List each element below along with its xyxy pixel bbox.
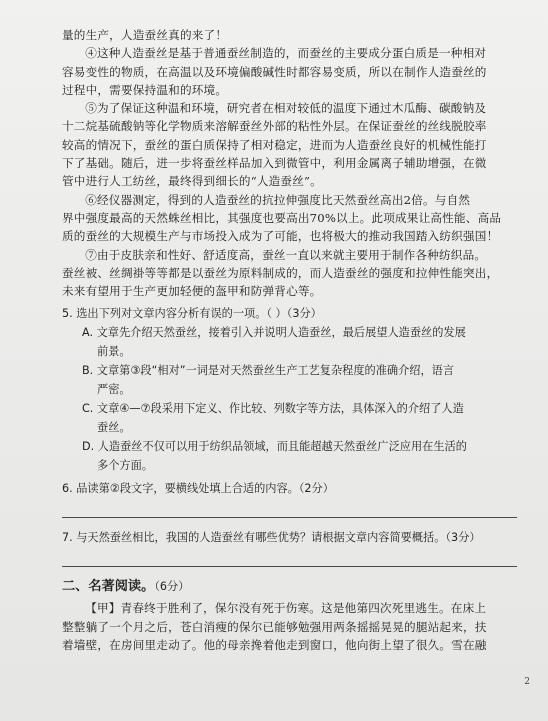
option-c-line-1: C. 文章④—⑦段采用下定义、作比较、列数字等方法，具体深入的介绍了人造 [82, 402, 464, 416]
question-6 [62, 479, 510, 518]
paragraph-5-line-4: 下了基础。随后，进一步将蚕丝样品加入到微管中，利用金属离子辅助增强，在微 [62, 156, 487, 171]
question-5-option-a[interactable] [62, 323, 510, 361]
paragraph-6-line-3: 质的蚕丝的大规模生产与市场投入成为了可能，也将极大的推动我国踏入纺织强国！ [62, 229, 499, 244]
paragraph-4 [62, 44, 510, 99]
paragraph-6 [62, 191, 510, 246]
option-b-line-1: B. 文章第③段“相对”一词是对天然蚕丝生产工艺复杂程度的准确介绍，语言 [82, 364, 455, 378]
paragraph-4-line-2: 容易变性的物质，在高温以及环境偏酸碱性时都容易变质，所以在制作人造蚕丝的 [62, 64, 487, 79]
section-2-passage-line-2: 整整躺了一个月之后，苍白消瘦的保尔已能够勉强用两条摇摇晃晃的腿站起来，扶 [62, 619, 487, 634]
option-d-line-1: D. 人造蚕丝不仅可以用于纺织品领域，而且能超越天然蚕丝广泛应用在生活的 [82, 440, 467, 454]
question-5 [62, 304, 510, 475]
paragraph-4-line-1: ④这种人造蚕丝是基于普通蚕丝制造的，而蚕丝的主要成分蛋白质是一种相对 [85, 46, 487, 61]
paragraph-4-line-3: 过程中，需要保持温和的环境。 [62, 82, 228, 97]
paragraph-7-line-3: 未来有望用于生产更加轻便的盔甲和防弹背心等。 [62, 284, 322, 299]
question-5-option-d[interactable] [62, 437, 510, 475]
paragraph-6-line-1: ⑥经仪器测定，得到的人造蚕丝的抗拉伸强度比天然蚕丝高出2倍。与自然 [85, 192, 471, 207]
question-5-option-c[interactable] [62, 399, 510, 437]
paragraph-5-line-2: 十二烷基硫酸钠等化学物质来溶解蚕丝外部的粘性外层。在保证蚕丝的丝线脱胶率 [62, 119, 487, 134]
paragraph-5-line-5: 管中进行人工纺丝，最终得到细长的“人造蚕丝”。 [62, 174, 322, 189]
paragraph-5 [62, 99, 510, 190]
question-6-stem: 6. 品读第②段文字，要横线处填上合适的内容。（2分） [62, 482, 334, 496]
section-2-passage-line-3: 着墙壁，在房间里走动了。他的母亲搀着他走到窗口，他向街上望了很久。雪在融 [62, 638, 487, 653]
page-number: 2 [524, 677, 530, 687]
question-5-option-b[interactable] [62, 361, 510, 399]
section-2 [62, 577, 510, 654]
section-2-points: （6分） [154, 580, 190, 594]
question-5-stem: 5. 选出下列对文章内容分析有误的一项。（ ）（3分） [62, 307, 322, 321]
paragraph-5-line-3: 较高的情况下，蚕丝的蛋白质保持了相对稳定，进而为人造蚕丝良好的机械性能打 [62, 137, 487, 152]
page-content [62, 26, 510, 654]
paragraph-7-line-2: 蚕丝被、丝绸褂等等都是以蚕丝为原料制成的，而人造蚕丝的强度和拉伸性能突出， [62, 265, 499, 280]
question-7-answer-line[interactable] [62, 565, 517, 567]
option-a-line-2: 前景。 [97, 345, 131, 359]
option-c-line-2: 蚕丝。 [97, 421, 131, 435]
section-2-heading: 二、名著阅读。 [62, 579, 155, 595]
question-7 [62, 528, 510, 567]
paragraph-7 [62, 246, 510, 301]
question-7-stem: 7. 与天然蚕丝相比，我国的人造蚕丝有哪些优势？请根据文章内容简要概括。（3分） [62, 531, 481, 545]
section-2-passage-line-1: 【甲】青春终于胜利了，保尔没有死于伤寒。这是他第四次死里逃生。在床上 [85, 601, 487, 616]
option-a-line-1: A. 文章先介绍天然蚕丝，接着引入并说明人造蚕丝，最后展望人造蚕丝的发展 [82, 326, 466, 340]
paragraph-6-line-2: 界中强度最高的天然蛛丝相比，其强度也要高出70%以上。此项成果让高性能、高品 [62, 210, 502, 225]
question-6-answer-line[interactable] [62, 516, 517, 518]
option-b-line-2: 严密。 [97, 383, 131, 397]
paragraph-5-line-1: ⑤为了保证这种温和环境，研究者在相对较低的温度下通过木瓜酶、碳酸钠及 [85, 101, 487, 116]
passage-line-0: 量的生产，人造蚕丝真的来了！ [62, 28, 228, 42]
paragraph-7-line-1: ⑦由于皮肤亲和性好、舒适度高，蚕丝一直以来就主要用于制作各种纺织品。 [85, 247, 487, 262]
option-d-line-2: 多个方面。 [97, 459, 153, 473]
section-2-title [62, 577, 510, 597]
